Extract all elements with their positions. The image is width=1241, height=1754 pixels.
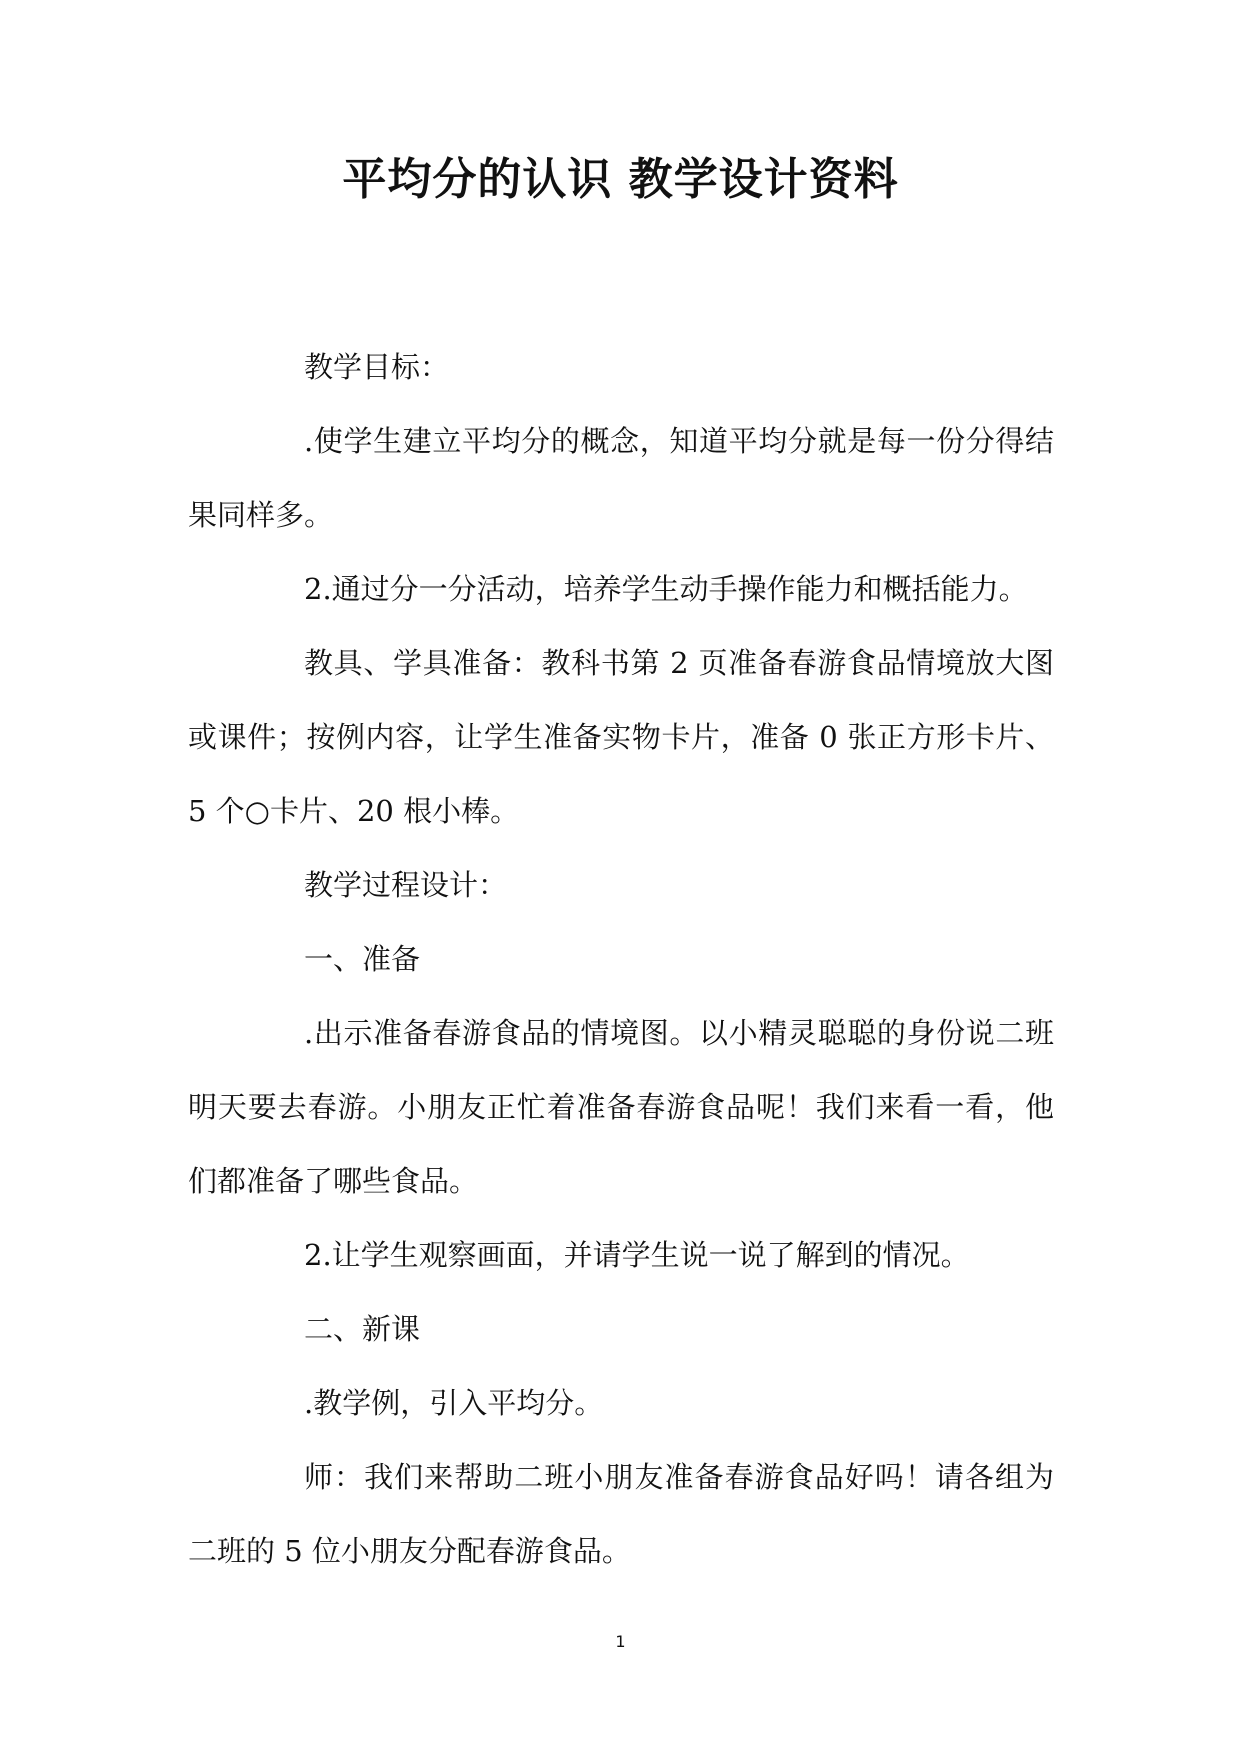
document-title: 平均分的认识 教学设计资料 <box>342 154 899 205</box>
paragraph-preparation-2: 2.让学生观察画面，并请学生说一说了解到的情况。 <box>304 1238 970 1272</box>
paragraph-objective-1: .使学生建立平均分的概念，知道平均分就是每一份分得结果同样多。 <box>188 424 1054 532</box>
paragraph-materials: 教具、学具准备：教科书第 2 页准备春游食品情境放大图或课件；按例内容，让学生准备实物卡片，准备 0 张正方形卡片、5 个○卡片、20 根小棒。 <box>188 646 1054 828</box>
document-body <box>188 330 1054 1588</box>
section-heading-new-lesson: 二、新课 <box>304 1312 421 1346</box>
paragraph-teaching-objectives-heading: 教学目标： <box>304 350 450 384</box>
page-number: 1 <box>615 1632 626 1651</box>
paragraph-teacher-dialogue: 师：我们来帮助二班小朋友准备春游食品好吗！请各组为二班的 5 位小朋友分配春游食品。 <box>188 1460 1054 1568</box>
paragraph-objective-2: 2.通过分一分活动，培养学生动手操作能力和概括能力。 <box>304 572 1028 606</box>
paragraph-new-lesson-1: .教学例，引入平均分。 <box>304 1386 604 1420</box>
paragraph-process-heading: 教学过程设计： <box>304 868 508 902</box>
paragraph-preparation-1: .出示准备春游食品的情境图。以小精灵聪聪的身份说二班明天要去春游。小朋友正忙着准备春游食品呢！我们来看一看，他们都准备了哪些食品。 <box>188 1016 1054 1198</box>
section-heading-preparation: 一、准备 <box>304 942 421 976</box>
